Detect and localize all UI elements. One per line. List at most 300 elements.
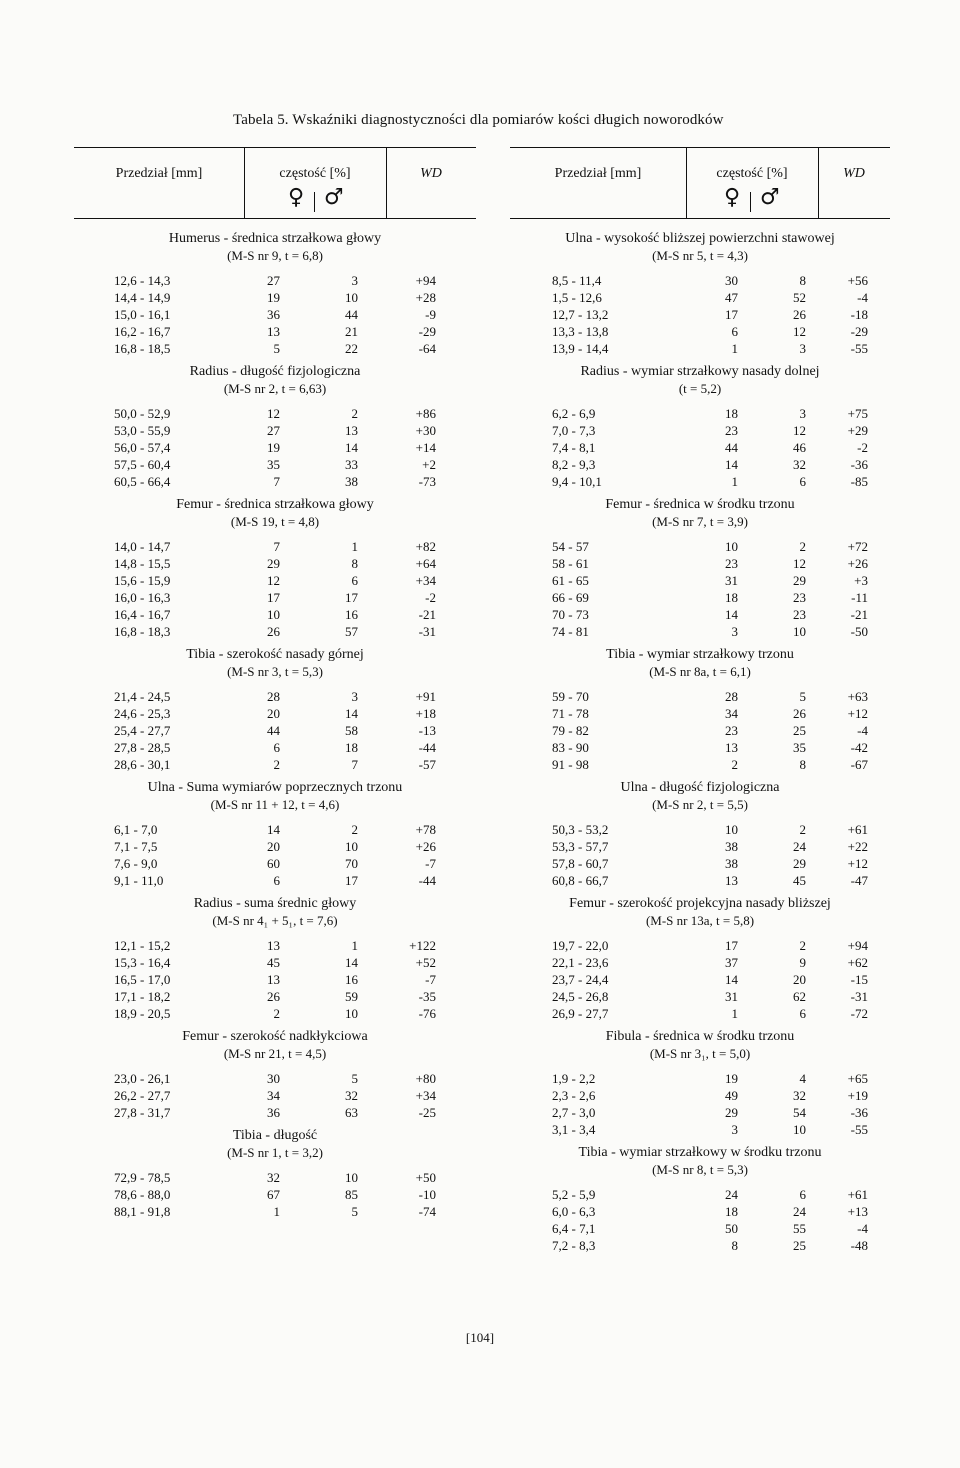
wd-cell: -76 xyxy=(418,1006,436,1021)
section-params: (M-S nr 7, t = 3,9) xyxy=(652,514,748,529)
female-frequency-cell: 1 xyxy=(731,1006,738,1021)
table-row xyxy=(510,705,890,722)
interval-cell: 27,8 - 28,5 xyxy=(114,740,171,755)
female-frequency-cell: 30 xyxy=(725,273,738,288)
male-symbol-icon: ♂ xyxy=(324,185,344,210)
female-frequency-cell: 13 xyxy=(725,740,738,755)
table-row xyxy=(74,538,476,555)
female-frequency-cell: 3 xyxy=(731,624,738,639)
female-frequency-cell: 31 xyxy=(725,573,738,588)
wd-cell: +13 xyxy=(847,1204,868,1219)
header-wd-cell xyxy=(818,148,890,218)
male-frequency-cell: 14 xyxy=(345,440,358,455)
header-frequency-cell xyxy=(244,148,387,218)
male-frequency-cell: 26 xyxy=(793,307,806,322)
table-row xyxy=(510,555,890,572)
table-row xyxy=(74,1087,476,1104)
female-frequency-cell: 10 xyxy=(725,822,738,837)
male-frequency-cell: 29 xyxy=(793,856,806,871)
table-row xyxy=(510,821,890,838)
female-frequency-cell: 60 xyxy=(267,856,280,871)
section-params: (M-S nr 2, t = 5,5) xyxy=(652,797,748,812)
male-frequency-cell: 6 xyxy=(799,1187,806,1202)
table-row xyxy=(510,1104,890,1121)
interval-cell: 15,0 - 16,1 xyxy=(114,307,171,322)
table-row xyxy=(510,538,890,555)
male-frequency-cell: 10 xyxy=(793,1122,806,1137)
table-row xyxy=(510,306,890,323)
interval-cell: 23,0 - 26,1 xyxy=(114,1071,171,1086)
wd-cell: +82 xyxy=(415,539,436,554)
header-interval-cell xyxy=(510,148,687,218)
table-header-right xyxy=(510,147,890,219)
wd-cell: -42 xyxy=(850,740,868,755)
table-row xyxy=(74,439,476,456)
female-frequency-cell: 20 xyxy=(267,706,280,721)
table-row xyxy=(74,589,476,606)
interval-cell: 21,4 - 24,5 xyxy=(114,689,171,704)
measurement-section xyxy=(510,363,890,490)
section-title: Femur - szerokość nadkłykciowa xyxy=(182,1029,368,1044)
female-frequency-cell: 19 xyxy=(725,1071,738,1086)
interval-cell: 16,8 - 18,3 xyxy=(114,624,171,639)
wd-cell: +30 xyxy=(415,423,436,438)
table-row xyxy=(510,289,890,306)
male-frequency-cell: 1 xyxy=(351,938,358,953)
wd-cell: +122 xyxy=(409,938,436,953)
section-title: Humerus - średnica strzałkowa głowy xyxy=(168,231,382,246)
female-frequency-cell: 14 xyxy=(267,822,280,837)
table-row xyxy=(74,555,476,572)
wd-cell: +22 xyxy=(847,839,868,854)
interval-cell: 57,5 - 60,4 xyxy=(114,457,171,472)
female-frequency-cell: 34 xyxy=(725,706,738,721)
section-title: Radius - długość fizjologiczna xyxy=(189,364,361,379)
wd-cell: +12 xyxy=(847,706,868,721)
interval-cell: 26,9 - 27,7 xyxy=(552,1006,609,1021)
table-row xyxy=(510,473,890,490)
male-frequency-cell: 29 xyxy=(793,573,806,588)
wd-cell: +3 xyxy=(854,573,868,588)
interval-cell: 57,8 - 60,7 xyxy=(552,856,609,871)
interval-cell: 79 - 82 xyxy=(552,723,589,738)
female-frequency-cell: 23 xyxy=(725,723,738,738)
measurement-section xyxy=(510,1144,890,1254)
wd-cell: -21 xyxy=(850,607,868,622)
section-params: (M-S nr 3₁, t = 5,0) xyxy=(649,1046,751,1061)
wd-cell: -44 xyxy=(418,740,436,755)
interval-cell: 16,8 - 18,5 xyxy=(114,341,171,356)
section-title: Radius - suma średnic głowy xyxy=(193,896,357,911)
measurement-section xyxy=(74,646,476,773)
section-title: Tibia - długość xyxy=(232,1128,318,1143)
female-frequency-cell: 37 xyxy=(725,955,738,970)
wd-cell: -4 xyxy=(857,290,868,305)
female-frequency-cell: 6 xyxy=(731,324,738,339)
wd-cell: -11 xyxy=(851,590,868,605)
male-frequency-cell: 32 xyxy=(793,1088,806,1103)
male-frequency-cell: 70 xyxy=(345,856,358,871)
interval-cell: 50,3 - 53,2 xyxy=(552,822,609,837)
wd-cell: -67 xyxy=(850,757,868,772)
section-params: (M-S nr 1, t = 3,2) xyxy=(227,1145,323,1160)
wd-cell: +62 xyxy=(847,955,868,970)
table-row xyxy=(74,1186,476,1203)
table-header-left xyxy=(74,147,476,219)
female-frequency-cell: 19 xyxy=(267,440,280,455)
interval-cell: 12,7 - 13,2 xyxy=(552,307,609,322)
table-row xyxy=(74,1169,476,1186)
wd-cell: +18 xyxy=(415,706,436,721)
male-frequency-cell: 1 xyxy=(351,539,358,554)
interval-cell: 58 - 61 xyxy=(552,556,589,571)
wd-cell: -44 xyxy=(418,873,436,888)
wd-cell: -31 xyxy=(418,624,436,639)
measurement-section xyxy=(74,1028,476,1121)
interval-cell: 83 - 90 xyxy=(552,740,589,755)
table-row xyxy=(74,838,476,855)
measurement-section xyxy=(74,363,476,490)
male-frequency-cell: 32 xyxy=(793,457,806,472)
male-frequency-cell: 2 xyxy=(799,539,806,554)
measurement-section xyxy=(510,779,890,889)
male-frequency-cell: 6 xyxy=(351,573,358,588)
male-frequency-cell: 2 xyxy=(799,822,806,837)
male-frequency-cell: 14 xyxy=(345,955,358,970)
wd-cell: -48 xyxy=(850,1238,868,1253)
male-frequency-cell: 12 xyxy=(793,556,806,571)
female-frequency-cell: 23 xyxy=(725,423,738,438)
interval-cell: 74 - 81 xyxy=(552,624,589,639)
interval-cell: 61 - 65 xyxy=(552,573,589,588)
wd-cell: +34 xyxy=(415,573,436,588)
male-frequency-cell: 22 xyxy=(345,341,358,356)
wd-cell: -9 xyxy=(425,307,436,322)
female-frequency-cell: 27 xyxy=(267,423,280,438)
male-frequency-cell: 13 xyxy=(345,423,358,438)
female-frequency-cell: 7 xyxy=(273,474,280,489)
female-frequency-cell: 17 xyxy=(267,590,280,605)
measurement-section xyxy=(74,1127,476,1220)
measurement-section xyxy=(74,496,476,640)
header-wd-cell xyxy=(386,148,476,218)
wd-cell: +34 xyxy=(415,1088,436,1103)
wd-cell: -73 xyxy=(418,474,436,489)
table-row xyxy=(510,456,890,473)
interval-cell: 6,1 - 7,0 xyxy=(114,822,158,837)
wd-cell: +26 xyxy=(415,839,436,854)
male-frequency-cell: 9 xyxy=(799,955,806,970)
section-title: Femur - szerokość projekcyjna nasady bliższej xyxy=(569,896,831,911)
male-frequency-cell: 35 xyxy=(793,740,806,755)
female-frequency-cell: 28 xyxy=(267,689,280,704)
symbol-divider xyxy=(314,192,315,212)
table-row xyxy=(510,572,890,589)
interval-cell: 14,8 - 15,5 xyxy=(114,556,171,571)
female-frequency-cell: 6 xyxy=(273,740,280,755)
table-row xyxy=(510,838,890,855)
female-frequency-cell: 32 xyxy=(267,1170,280,1185)
wd-cell: +61 xyxy=(847,1187,868,1202)
female-frequency-cell: 1 xyxy=(273,1204,280,1219)
wd-cell: -64 xyxy=(418,341,436,356)
female-frequency-cell: 35 xyxy=(267,457,280,472)
male-frequency-cell: 10 xyxy=(793,624,806,639)
wd-cell: -10 xyxy=(418,1187,436,1202)
female-frequency-cell: 18 xyxy=(725,590,738,605)
female-frequency-cell: 6 xyxy=(273,873,280,888)
wd-cell: -36 xyxy=(850,1105,868,1120)
female-frequency-cell: 13 xyxy=(267,972,280,987)
table-row xyxy=(74,971,476,988)
header-frequency-cell xyxy=(686,148,819,218)
wd-cell: -13 xyxy=(418,723,436,738)
table-row xyxy=(74,340,476,357)
interval-cell: 50,0 - 52,9 xyxy=(114,406,171,421)
interval-cell: 8,2 - 9,3 xyxy=(552,457,596,472)
wd-cell: -35 xyxy=(418,989,436,1004)
wd-cell: +94 xyxy=(847,938,868,953)
female-frequency-cell: 44 xyxy=(725,440,738,455)
interval-cell: 7,2 - 8,3 xyxy=(552,1238,596,1253)
interval-cell: 27,8 - 31,7 xyxy=(114,1105,171,1120)
table-row xyxy=(510,606,890,623)
male-frequency-cell: 3 xyxy=(799,341,806,356)
interval-cell: 7,0 - 7,3 xyxy=(552,423,596,438)
female-frequency-cell: 45 xyxy=(267,955,280,970)
wd-cell: -72 xyxy=(850,1006,868,1021)
interval-cell: 13,9 - 14,4 xyxy=(552,341,609,356)
section-title: Femur - średnica w środku trzonu xyxy=(605,497,795,512)
female-frequency-cell: 2 xyxy=(273,1006,280,1021)
male-frequency-cell: 26 xyxy=(793,706,806,721)
female-frequency-cell: 13 xyxy=(267,324,280,339)
interval-cell: 16,5 - 17,0 xyxy=(114,972,171,987)
table-row xyxy=(510,589,890,606)
section-params: (M-S 19, t = 4,8) xyxy=(230,514,320,529)
male-frequency-cell: 8 xyxy=(799,757,806,772)
female-frequency-cell: 26 xyxy=(267,989,280,1004)
measurement-section xyxy=(74,779,476,889)
interval-cell: 7,4 - 8,1 xyxy=(552,440,596,455)
table-row xyxy=(74,623,476,640)
measurement-section xyxy=(510,895,890,1022)
interval-cell: 70 - 73 xyxy=(552,607,589,622)
table-row xyxy=(74,405,476,422)
male-frequency-cell: 24 xyxy=(793,839,806,854)
interval-cell: 60,5 - 66,4 xyxy=(114,474,171,489)
male-frequency-cell: 55 xyxy=(793,1221,806,1236)
table-row xyxy=(510,1237,890,1254)
section-params: (M-S nr 8a, t = 6,1) xyxy=(649,664,751,679)
table-row xyxy=(510,954,890,971)
section-title: Ulna - wysokość bliższej powierzchni stawowej xyxy=(565,231,835,246)
wd-cell: -50 xyxy=(850,624,868,639)
female-frequency-cell: 14 xyxy=(725,607,738,622)
wd-cell: +19 xyxy=(847,1088,868,1103)
female-frequency-cell: 19 xyxy=(267,290,280,305)
female-frequency-cell: 8 xyxy=(731,1238,738,1253)
interval-cell: 6,2 - 6,9 xyxy=(552,406,596,421)
section-params: (M-S nr 8, t = 5,3) xyxy=(652,1162,748,1177)
male-frequency-cell: 57 xyxy=(345,624,358,639)
male-frequency-cell: 63 xyxy=(345,1105,358,1120)
table-row xyxy=(510,756,890,773)
male-frequency-cell: 54 xyxy=(793,1105,806,1120)
male-frequency-cell: 10 xyxy=(345,839,358,854)
table-row xyxy=(74,606,476,623)
male-frequency-cell: 7 xyxy=(351,757,358,772)
table-row xyxy=(510,872,890,889)
male-frequency-cell: 17 xyxy=(345,873,358,888)
table-row xyxy=(74,572,476,589)
male-frequency-cell: 2 xyxy=(351,822,358,837)
wd-cell: +86 xyxy=(415,406,436,421)
table-row xyxy=(510,739,890,756)
interval-cell: 5,2 - 5,9 xyxy=(552,1187,596,1202)
wd-cell: -55 xyxy=(850,1122,868,1137)
female-frequency-cell: 49 xyxy=(725,1088,738,1103)
section-params: (M-S nr 3, t = 5,3) xyxy=(227,664,323,679)
female-frequency-cell: 13 xyxy=(725,873,738,888)
table-row xyxy=(74,1203,476,1220)
female-frequency-cell: 20 xyxy=(267,839,280,854)
wd-cell: -4 xyxy=(857,723,868,738)
female-frequency-cell: 38 xyxy=(725,856,738,871)
male-frequency-cell: 8 xyxy=(351,556,358,571)
wd-cell: +14 xyxy=(415,440,436,455)
interval-cell: 9,4 - 10,1 xyxy=(552,474,602,489)
interval-cell: 24,5 - 26,8 xyxy=(552,989,609,1004)
table-row xyxy=(74,937,476,954)
female-frequency-cell: 5 xyxy=(273,341,280,356)
female-frequency-cell: 14 xyxy=(725,972,738,987)
left-column xyxy=(74,230,476,1226)
female-frequency-cell: 36 xyxy=(267,1105,280,1120)
female-frequency-cell: 38 xyxy=(725,839,738,854)
header-interval: Przedział [mm] xyxy=(554,166,642,181)
female-symbol-icon: ♀ xyxy=(288,185,305,210)
female-frequency-cell: 31 xyxy=(725,989,738,1004)
male-frequency-cell: 17 xyxy=(345,590,358,605)
section-title: Tibia - szerokość nasady górnej xyxy=(186,647,364,662)
male-frequency-cell: 23 xyxy=(793,607,806,622)
table-row xyxy=(510,722,890,739)
interval-cell: 1,9 - 2,2 xyxy=(552,1071,596,1086)
table-row xyxy=(74,473,476,490)
interval-cell: 22,1 - 23,6 xyxy=(552,955,609,970)
wd-cell: +78 xyxy=(415,822,436,837)
interval-cell: 6,0 - 6,3 xyxy=(552,1204,596,1219)
table-row xyxy=(510,855,890,872)
female-frequency-cell: 18 xyxy=(725,406,738,421)
interval-cell: 54 - 57 xyxy=(552,539,589,554)
interval-cell: 8,5 - 11,4 xyxy=(552,273,602,288)
female-frequency-cell: 1 xyxy=(731,474,738,489)
interval-cell: 26,2 - 27,7 xyxy=(114,1088,171,1103)
interval-cell: 59 - 70 xyxy=(552,689,589,704)
female-frequency-cell: 10 xyxy=(725,539,738,554)
table-row xyxy=(510,1070,890,1087)
interval-cell: 12,6 - 14,3 xyxy=(114,273,171,288)
female-frequency-cell: 29 xyxy=(267,556,280,571)
male-frequency-cell: 44 xyxy=(345,307,358,322)
interval-cell: 23,7 - 24,4 xyxy=(552,972,609,987)
wd-cell: +50 xyxy=(415,1170,436,1185)
section-title: Ulna - Suma wymiarów poprzecznych trzonu xyxy=(147,780,403,795)
wd-cell: -4 xyxy=(857,1221,868,1236)
male-frequency-cell: 38 xyxy=(345,474,358,489)
interval-cell: 19,7 - 22,0 xyxy=(552,938,609,953)
male-frequency-cell: 45 xyxy=(793,873,806,888)
wd-cell: +80 xyxy=(415,1071,436,1086)
interval-cell: 25,4 - 27,7 xyxy=(114,723,171,738)
male-frequency-cell: 25 xyxy=(793,723,806,738)
interval-cell: 2,3 - 2,6 xyxy=(552,1088,596,1103)
male-frequency-cell: 25 xyxy=(793,1238,806,1253)
table-row xyxy=(74,872,476,889)
section-params: (M-S nr 2, t = 6,63) xyxy=(223,381,327,396)
female-frequency-cell: 26 xyxy=(267,624,280,639)
table-row xyxy=(74,422,476,439)
male-frequency-cell: 10 xyxy=(345,1170,358,1185)
section-params: (M-S nr 5, t = 4,3) xyxy=(652,248,748,263)
female-symbol-icon: ♀ xyxy=(724,185,741,210)
section-params: (M-S nr 11 + 12, t = 4,6) xyxy=(210,797,340,812)
interval-cell: 78,6 - 88,0 xyxy=(114,1187,171,1202)
interval-cell: 53,3 - 57,7 xyxy=(552,839,609,854)
male-frequency-cell: 32 xyxy=(345,1088,358,1103)
male-frequency-cell: 58 xyxy=(345,723,358,738)
wd-cell: -29 xyxy=(418,324,436,339)
symbol-divider xyxy=(750,192,751,212)
table-row xyxy=(74,1070,476,1087)
male-frequency-cell: 3 xyxy=(799,406,806,421)
female-frequency-cell: 2 xyxy=(273,757,280,772)
section-params: (M-S nr 4₁ + 5₁, t = 7,6) xyxy=(212,913,338,928)
table-row xyxy=(510,422,890,439)
section-title: Ulna - długość fizjologiczna xyxy=(620,780,780,795)
interval-cell: 16,2 - 16,7 xyxy=(114,324,171,339)
interval-cell: 15,6 - 15,9 xyxy=(114,573,171,588)
female-frequency-cell: 1 xyxy=(731,341,738,356)
table-row xyxy=(74,306,476,323)
header-wd: WD xyxy=(420,166,442,181)
wd-cell: +91 xyxy=(415,689,436,704)
page-number: [104] xyxy=(465,1330,495,1345)
female-frequency-cell: 17 xyxy=(725,307,738,322)
female-frequency-cell: 17 xyxy=(725,938,738,953)
interval-cell: 9,1 - 11,0 xyxy=(114,873,164,888)
header-interval: Przedział [mm] xyxy=(115,166,203,181)
wd-cell: +2 xyxy=(422,457,436,472)
table-row xyxy=(74,756,476,773)
female-frequency-cell: 3 xyxy=(731,1122,738,1137)
interval-cell: 12,1 - 15,2 xyxy=(114,938,171,953)
interval-cell: 91 - 98 xyxy=(552,757,589,772)
header-wd: WD xyxy=(843,166,865,181)
male-frequency-cell: 20 xyxy=(793,972,806,987)
male-frequency-cell: 85 xyxy=(345,1187,358,1202)
interval-cell: 60,8 - 66,7 xyxy=(552,873,609,888)
section-title: Tibia - wymiar strzałkowy trzonu xyxy=(606,647,794,662)
male-frequency-cell: 10 xyxy=(345,290,358,305)
table-row xyxy=(510,971,890,988)
male-frequency-cell: 3 xyxy=(351,689,358,704)
female-frequency-cell: 29 xyxy=(725,1105,738,1120)
wd-cell: -21 xyxy=(418,607,436,622)
section-params: (M-S nr 21, t = 4,5) xyxy=(223,1046,327,1061)
